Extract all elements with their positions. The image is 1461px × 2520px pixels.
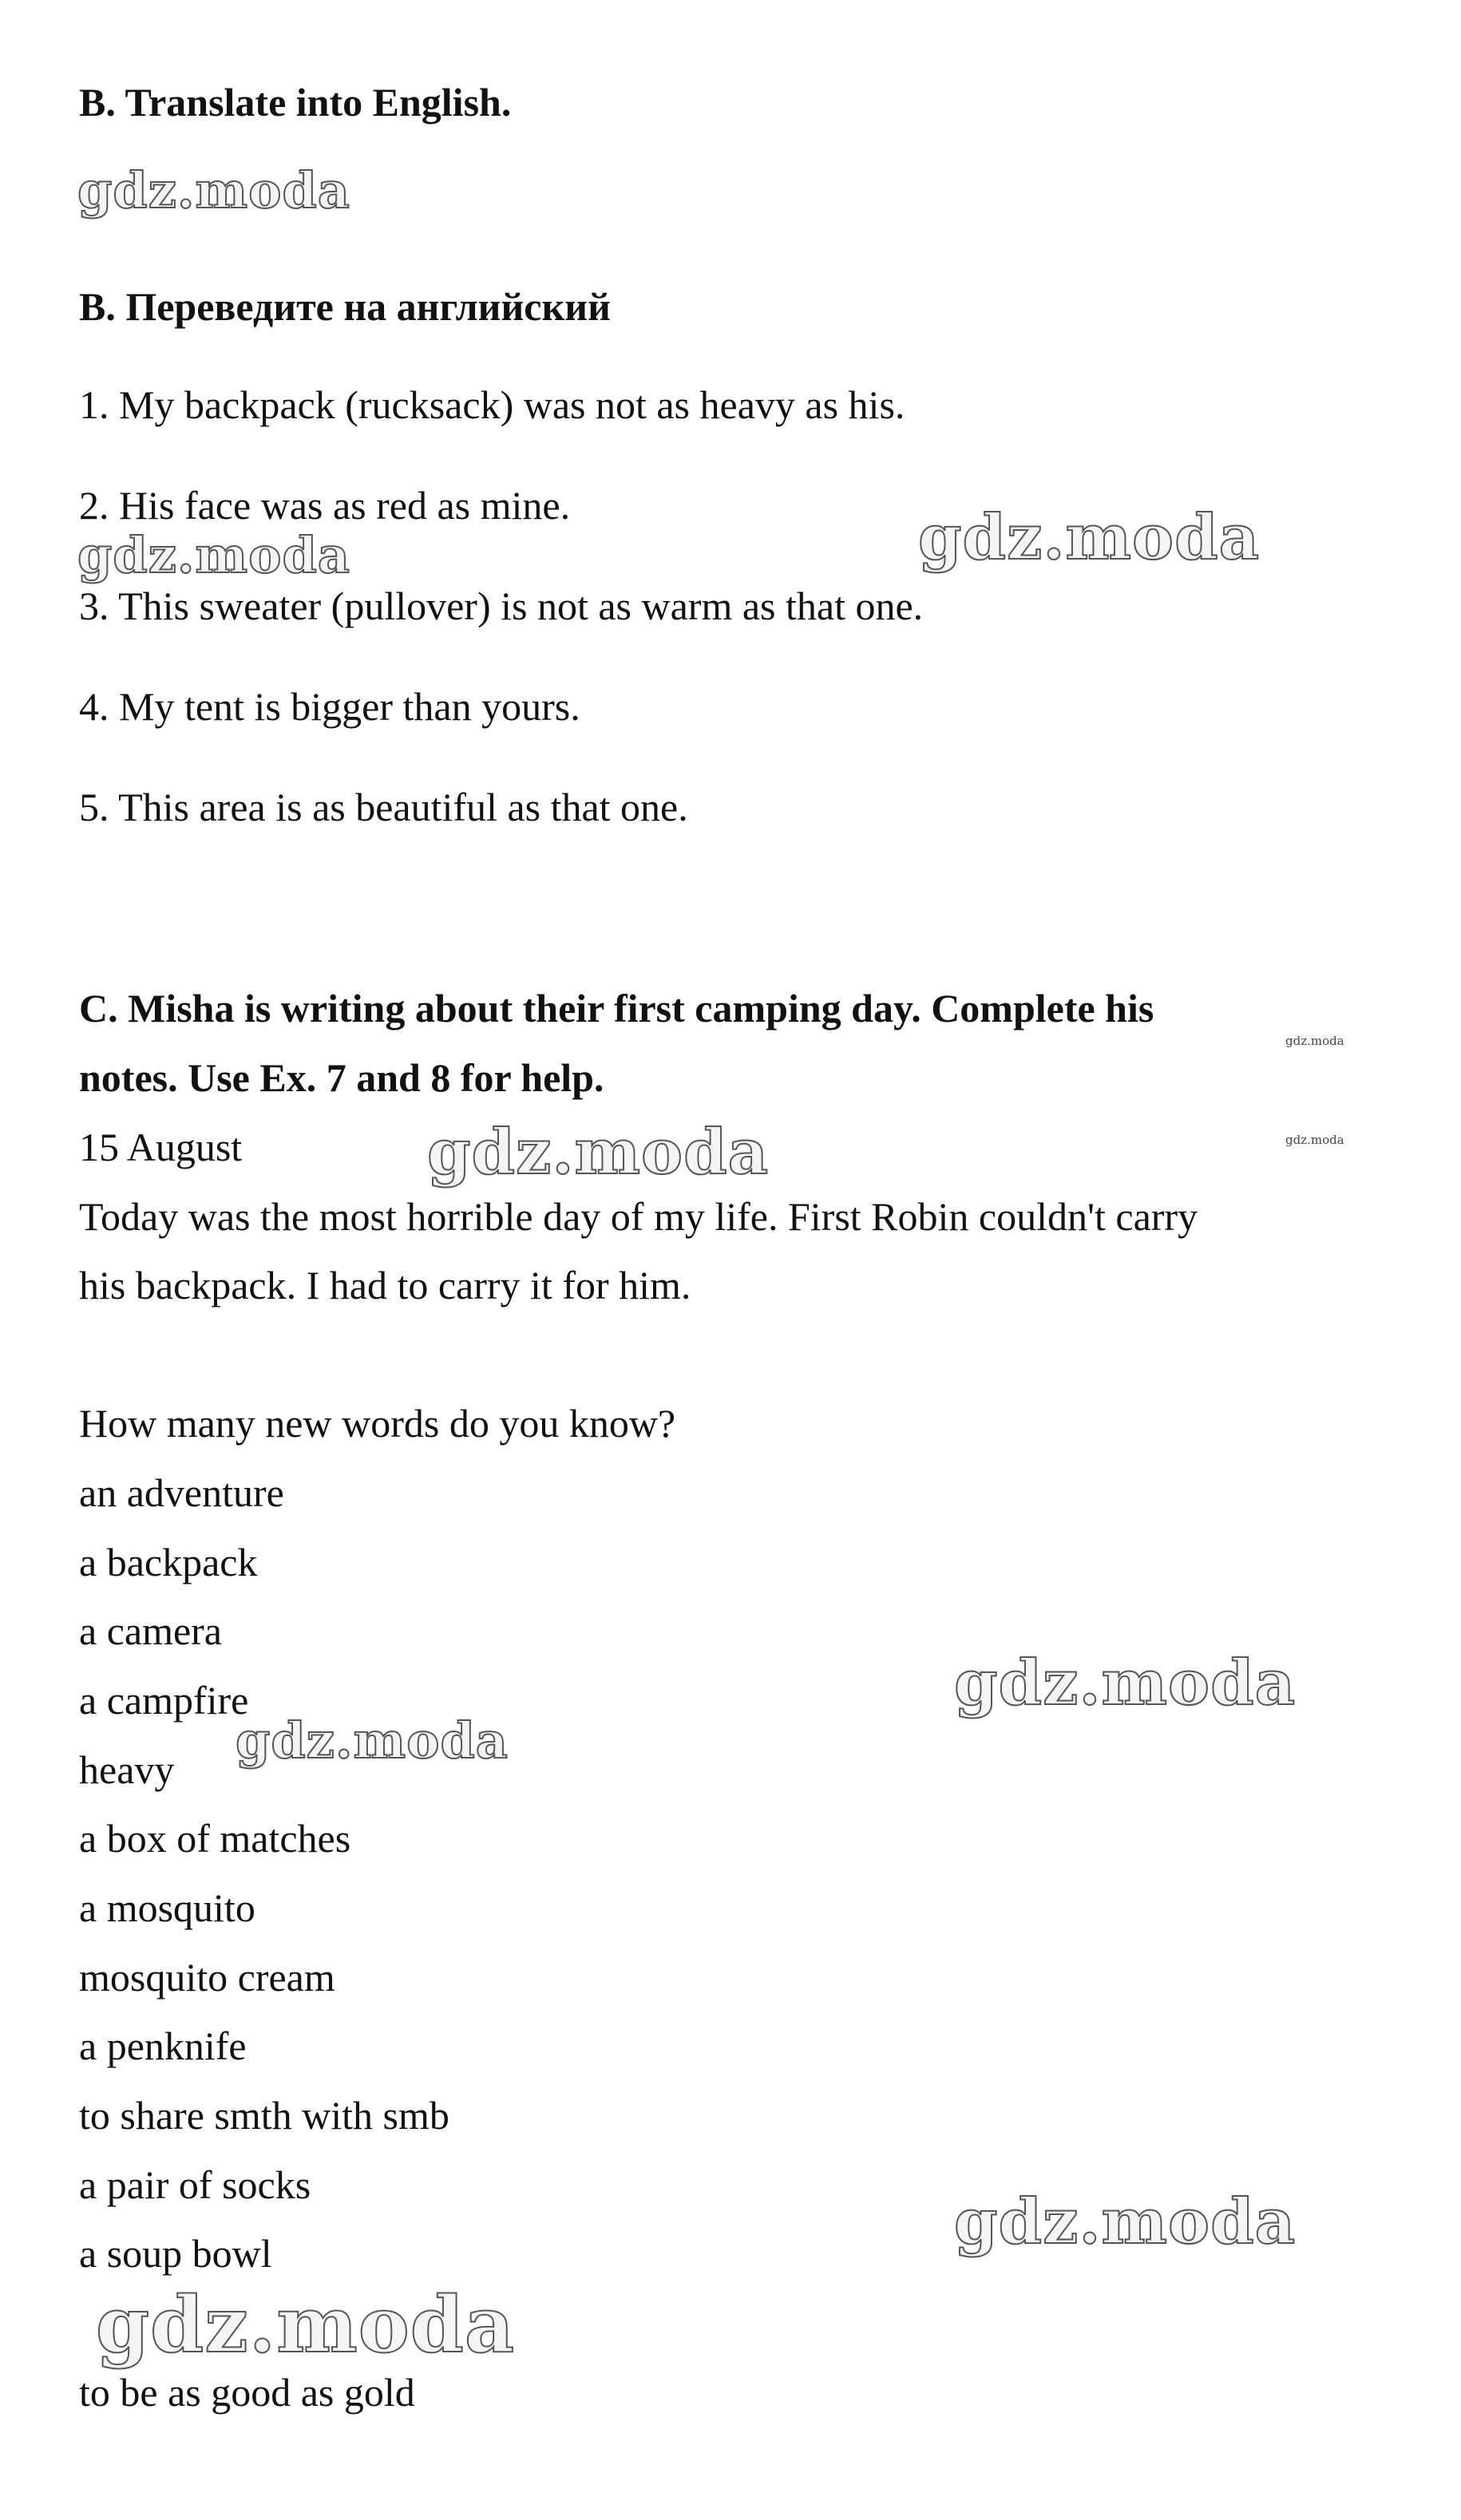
sentence-2: 2. His face was as red as mine. — [79, 483, 571, 528]
watermark: gdz.moda — [918, 501, 1261, 574]
section-c-heading-line1: C. Misha is writing about their first camping day. Complete his — [79, 986, 1154, 1031]
sentence-5: 5. This area is as beautiful as that one. — [79, 785, 688, 829]
vocab-word: a penknife — [79, 2024, 247, 2068]
section-b-heading-en: B. Translate into English. — [79, 80, 512, 125]
watermark: gdz.moda — [1285, 1133, 1344, 1147]
vocab-word: to share smth with smb — [79, 2093, 449, 2138]
watermark: gdz.moda — [954, 1647, 1297, 1719]
vocab-word: heavy — [79, 1747, 175, 1792]
vocab-word: a soup bowl — [79, 2231, 272, 2276]
vocab-word: a campfire — [79, 1678, 249, 1723]
vocab-word: to be as good as gold — [79, 2370, 415, 2415]
vocab-word: a camera — [79, 1608, 223, 1653]
watermark: gdz.moda — [1285, 1034, 1344, 1048]
section-b-heading-ru: B. Переведите на английский — [79, 284, 611, 329]
watermark: gdz.moda — [96, 2280, 516, 2370]
watermark: gdz.moda — [236, 1711, 509, 1770]
watermark: gdz.moda — [954, 2186, 1297, 2258]
vocab-word: a mosquito — [79, 1885, 255, 1930]
notes-date: 15 August — [79, 1125, 243, 1169]
notes-line-2: his backpack. I had to carry it for him. — [79, 1263, 691, 1307]
sentence-3: 3. This sweater (pullover) is not as warm as that one. — [79, 584, 924, 628]
vocabulary-question: How many new words do you know? — [79, 1401, 676, 1446]
vocab-word: a pair of socks — [79, 2162, 311, 2207]
sentence-4: 4. My tent is bigger than yours. — [79, 684, 580, 729]
sentence-1: 1. My backpack (rucksack) was not as heavy as his. — [79, 382, 905, 427]
vocab-word: mosquito cream — [79, 1955, 335, 2000]
section-c-heading-line2: notes. Use Ex. 7 and 8 for help. — [79, 1055, 604, 1100]
watermark: gdz.moda — [77, 526, 350, 584]
vocab-word: a backpack — [79, 1540, 258, 1584]
vocab-word: a box of matches — [79, 1816, 351, 1861]
vocab-word: an adventure — [79, 1470, 284, 1515]
watermark: gdz.moda — [427, 1116, 770, 1189]
watermark: gdz.moda — [77, 161, 350, 220]
notes-line-1: Today was the most horrible day of my life. First Robin couldn't carry — [79, 1194, 1198, 1239]
